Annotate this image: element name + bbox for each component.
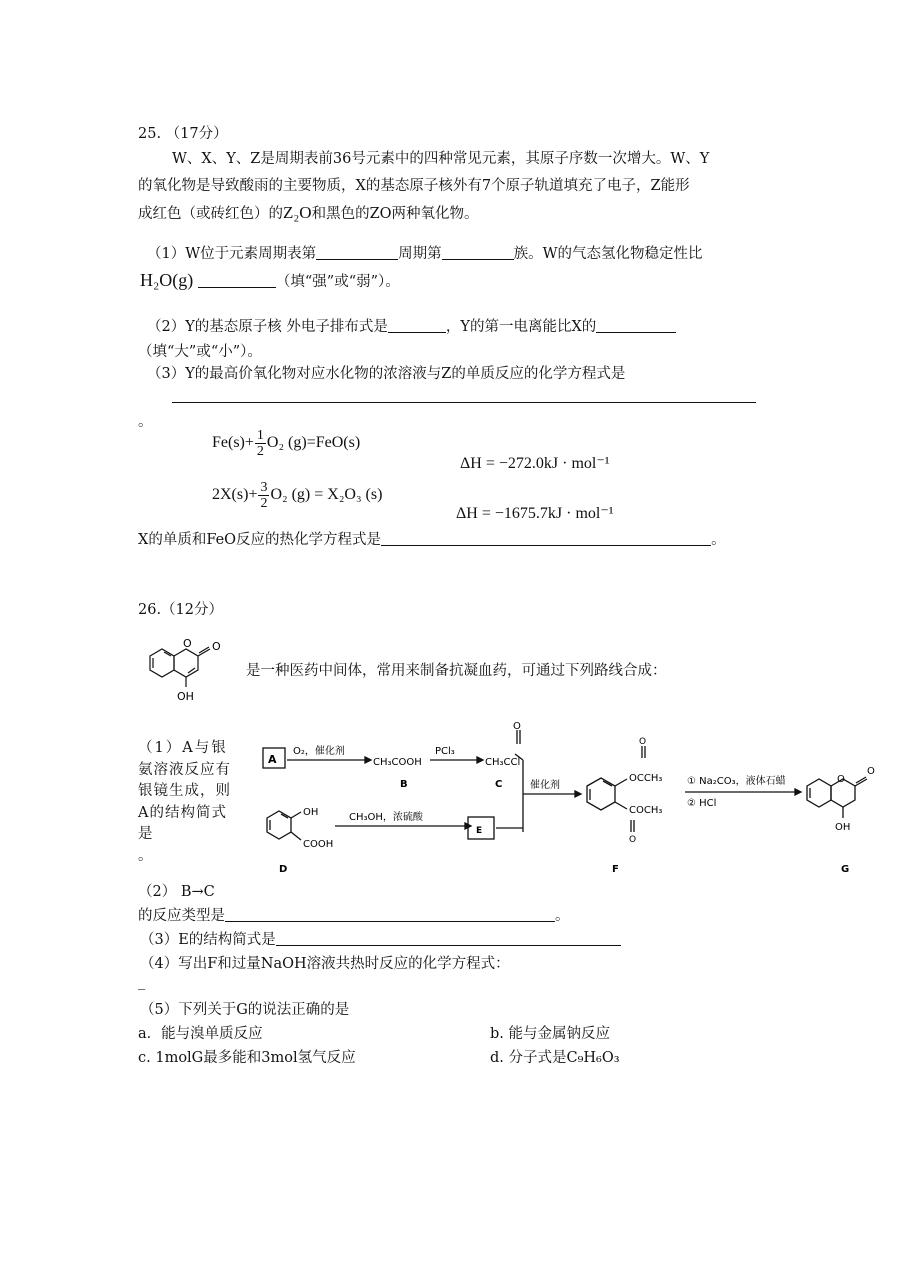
- svg-text:O: O: [837, 774, 845, 785]
- q25-intro-line1: W、X、Y、Z是周期表前36号元素中的四种常见元素，其原子序数一次增大。W、Y: [172, 151, 710, 167]
- svg-text:② HCl: ② HCl: [687, 798, 717, 809]
- svg-text:E: E: [476, 826, 483, 836]
- option-b[interactable]: b. 能与金属钠反应: [490, 1026, 610, 1042]
- svg-text:O: O: [629, 835, 637, 845]
- period: 。: [138, 414, 153, 430]
- q25-part2-cont: （填“大”或“小”）。: [138, 344, 262, 360]
- q25-part2: （2）Y的基态原子核 外电子排布式是 ，Y的第一电离能比X的: [147, 315, 676, 336]
- answer-blank[interactable]: [381, 531, 711, 546]
- answer-line[interactable]: [172, 402, 756, 403]
- svg-text:COOH: COOH: [303, 839, 334, 850]
- option-a[interactable]: a．能与溴单质反应: [138, 1026, 263, 1042]
- svg-text:D: D: [279, 864, 288, 875]
- q26-part2-b: 的反应类型是 。: [138, 908, 570, 924]
- h2o-formula: H₂O(g): [140, 270, 194, 290]
- svg-text:OH: OH: [303, 807, 319, 818]
- svg-text:COCH₃: COCH₃: [629, 805, 663, 816]
- option-d[interactable]: d. 分子式是C₉H₆O₃: [490, 1050, 620, 1066]
- answer-blank[interactable]: [225, 907, 555, 922]
- svg-text:C: C: [495, 779, 503, 790]
- delta-h-2: ΔH = −1675.7kJ · mol⁻¹: [456, 505, 614, 522]
- thermo-equation-2: 2X(s)+ $\frac{3}{2}$ O₂ (g) = X₂O₃ (s): [212, 480, 383, 511]
- svg-text:O: O: [867, 766, 875, 777]
- svg-text:OH: OH: [835, 822, 851, 833]
- q26-intro: 是一种医药中间体，常用来制备抗凝血药，可通过下列路线合成：: [246, 663, 667, 679]
- thermo-equation-1: Fe(s)+ $\frac{1}{2}$ O₂ (g)=FeO(s): [212, 428, 361, 459]
- q25-part1-cont: H₂O(g) （填“强”或“弱”）。: [140, 270, 400, 290]
- svg-text:OH: OH: [177, 690, 194, 703]
- answer-blank[interactable]: [276, 931, 621, 946]
- svg-text:O: O: [513, 722, 521, 732]
- q25-part4: X的单质和FeO反应的热化学方程式是 。: [138, 532, 726, 548]
- svg-text:O: O: [639, 737, 647, 747]
- coumarin-structure: [140, 630, 240, 706]
- q25-header: 25. （17分）: [138, 126, 228, 142]
- q25-intro-line3: 成红色（或砖红色）的Z₂O和黑色的ZO两种氧化物。: [138, 203, 479, 222]
- svg-text:PCl₃: PCl₃: [435, 746, 455, 757]
- synthesis-scheme: [255, 722, 900, 882]
- answer-blank[interactable]: [198, 273, 276, 288]
- q26-header: 26.（12分）: [138, 602, 224, 618]
- answer-blank[interactable]: [388, 318, 446, 333]
- z2o-formula: Z₂O: [283, 203, 312, 222]
- q25-part1: （1）W位于元素周期表第 周期第 族。W的气态氢化物稳定性比: [147, 246, 703, 262]
- q26-part1: （1）A与银 氨溶液反应有 银镜生成，则 A的结构简式 是 。: [138, 740, 231, 864]
- svg-text:A: A: [268, 753, 277, 766]
- svg-text:① Na₂CO₃，液体石蜡: ① Na₂CO₃，液体石蜡: [687, 776, 786, 787]
- option-c[interactable]: c. 1molG最多能和3mol氢气反应: [138, 1050, 356, 1066]
- svg-text:OCCH₃: OCCH₃: [629, 773, 663, 784]
- q25-part3: （3）Y的最高价氧化物对应水化物的浓溶液与Z的单质反应的化学方程式是: [147, 366, 626, 382]
- svg-text:O: O: [183, 637, 192, 650]
- delta-h-1: ΔH = −272.0kJ · mol⁻¹: [460, 455, 610, 472]
- svg-text:F: F: [612, 864, 619, 875]
- svg-text:O₂，催化剂: O₂，催化剂: [293, 746, 345, 757]
- q26-part4: （4）写出F和过量NaOH溶液共热时反应的化学方程式：: [140, 956, 510, 972]
- q25-intro-line2: 的氧化物是导致酸雨的主要物质，X的基态原子核外有7个原子轨道填充了电子，Z能形: [138, 178, 690, 194]
- svg-text:B: B: [400, 779, 408, 790]
- answer-blank[interactable]: [316, 245, 398, 260]
- svg-text:CH₃OH，浓硫酸: CH₃OH，浓硫酸: [349, 812, 423, 823]
- svg-text:催化剂: 催化剂: [530, 780, 560, 791]
- svg-text:O: O: [212, 640, 221, 653]
- q26-part5: （5）下列关于G的说法正确的是: [140, 1002, 350, 1018]
- svg-text:CH₃CCl: CH₃CCl: [485, 757, 521, 768]
- svg-text:CH₃COOH: CH₃COOH: [373, 757, 422, 768]
- answer-blank-short[interactable]: _: [138, 974, 146, 990]
- q26-part2-a: （2） B→C: [138, 884, 215, 900]
- answer-blank[interactable]: [442, 245, 514, 260]
- q26-part3: （3）E的结构简式是: [140, 928, 621, 949]
- answer-blank[interactable]: [596, 318, 676, 333]
- svg-text:G: G: [841, 864, 850, 875]
